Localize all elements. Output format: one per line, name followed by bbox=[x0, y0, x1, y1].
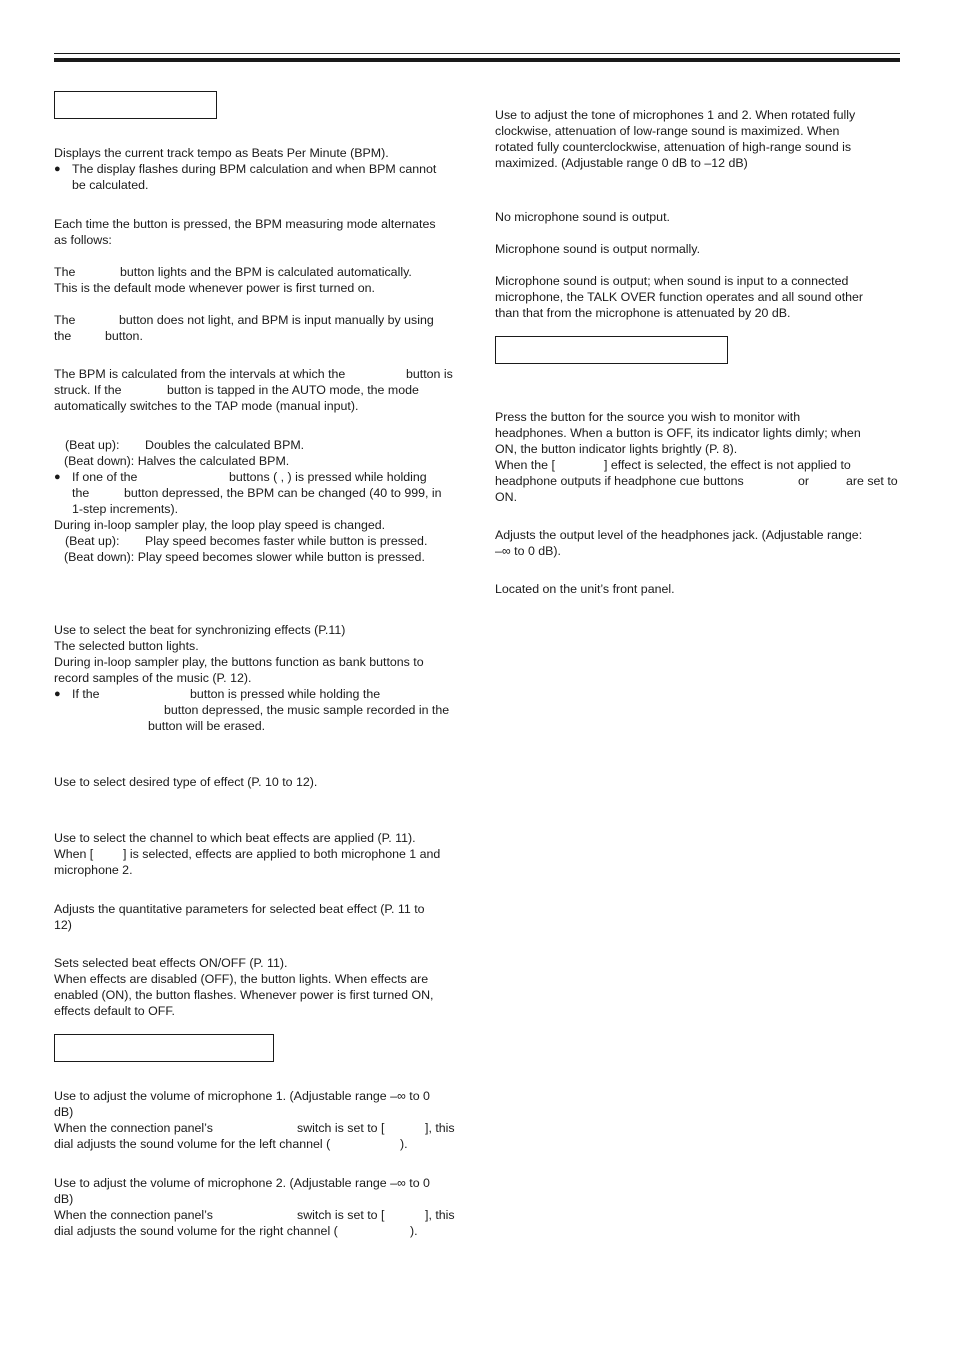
cue-text-5c: are set to bbox=[846, 474, 898, 488]
channel-select-text-2b: ] is selected, effects are applied to both microphone 1 and bbox=[123, 847, 441, 861]
header-rule-thin bbox=[54, 53, 900, 54]
mic1-text-3c: ], this bbox=[425, 1121, 455, 1135]
tap-text-2a: struck. If the bbox=[54, 383, 122, 397]
tap-text-1b: button is bbox=[406, 367, 453, 381]
beat-select-bullet-3: button will be erased. bbox=[148, 719, 266, 733]
effect-onoff-text-4: effects default to OFF. bbox=[54, 1004, 175, 1018]
effect-onoff-text-2: When effects are disabled (OFF), the button lights. When effects are bbox=[54, 972, 429, 986]
mic2-text-4a: dial adjusts the sound volume for the right channel ( bbox=[54, 1224, 338, 1238]
mic2-text-1: Use to adjust the volume of microphone 2. (Adjustable range –∞ to 0 bbox=[54, 1176, 430, 1190]
tap-mode-text-2: button. bbox=[105, 329, 143, 343]
tap-text-3: automatically switches to the TAP mode (manual input). bbox=[54, 399, 359, 413]
beat-select-text-4: record samples of the music (P. 12). bbox=[54, 671, 252, 685]
mic-talkover-text-3: than that from the microphone is attenuated by 20 dB. bbox=[495, 306, 791, 320]
mic2-text-2: dB) bbox=[54, 1192, 74, 1206]
tap-mode-word: The bbox=[54, 313, 76, 327]
mic1-text-4b: ). bbox=[400, 1137, 408, 1151]
effect-onoff-text-1: Sets selected beat effects ON/OFF (P. 11). bbox=[54, 956, 288, 970]
tap-mode-text: button does not light, and BPM is input manually by using bbox=[119, 313, 434, 327]
mic-eq-text-1: Use to adjust the tone of microphones 1 and 2. When rotated fully bbox=[495, 108, 856, 122]
beat-select-text-3: During in-loop sampler play, the buttons function as bank buttons to bbox=[54, 655, 424, 669]
cue-text-1: Press the button for the source you wish to monitor with bbox=[495, 410, 801, 424]
loop-up-label: (Beat up): bbox=[65, 534, 120, 548]
mic-talkover-text-1: Microphone sound is output; when sound is input to a connected bbox=[495, 274, 849, 288]
beat-select-bullet-2: button depressed, the music sample recorded in the bbox=[164, 703, 450, 717]
loop-text: During in-loop sampler play, the loop play speed is changed. bbox=[54, 518, 386, 532]
effect-onoff-text-3: enabled (ON), the button flashes. Whenever power is first turned ON, bbox=[54, 988, 434, 1002]
tap-mode-word-2: the bbox=[54, 329, 72, 343]
section-box-bpm bbox=[54, 91, 217, 119]
mic1-text-3a: When the connection panel’s bbox=[54, 1121, 213, 1135]
section-box-headphones bbox=[495, 336, 728, 364]
tap-bullet-3: 1-step increments). bbox=[72, 502, 179, 516]
channel-select-text-2a: When [ bbox=[54, 847, 94, 861]
beat-select-text-1: Use to select the beat for synchronizing effects (P.11) bbox=[54, 623, 346, 637]
mic-eq-text-4: maximized. (Adjustable range 0 dB to –12 dB) bbox=[495, 156, 748, 170]
effect-select-text: Use to select desired type of effect (P. 10 to 12). bbox=[54, 775, 318, 789]
tap-bullet-2a: the bbox=[72, 486, 90, 500]
bullet-icon: ● bbox=[54, 471, 61, 483]
level-depth-text-1: Adjusts the quantitative parameters for selected beat effect (P. 11 to bbox=[54, 902, 425, 916]
auto-mode-text: button lights and the BPM is calculated automatically. bbox=[120, 265, 412, 279]
cue-text-4b: ] effect is selected, the effect is not applied to bbox=[604, 458, 851, 472]
mic2-text-4b: ). bbox=[410, 1224, 418, 1238]
channel-select-text-3: microphone 2. bbox=[54, 863, 133, 877]
mic1-text-4a: dial adjusts the sound volume for the left channel ( bbox=[54, 1137, 331, 1151]
mic-eq-text-3: rotated fully counterclockwise, attenuation of high-range sound is bbox=[495, 140, 852, 154]
headphones-jack-text: Located on the unit’s front panel. bbox=[495, 582, 675, 596]
tap-bullet-2b: button depressed, the BPM can be changed (40 to 999, in bbox=[124, 486, 442, 500]
bullet-icon: ● bbox=[54, 688, 61, 700]
bpm-display-bullet-cont: be calculated. bbox=[72, 178, 149, 192]
channel-select-text-1: Use to select the channel to which beat effects are applied (P. 11). bbox=[54, 831, 416, 845]
loop-up-text: Play speed becomes faster while button is pressed. bbox=[145, 534, 428, 548]
mic1-text-2: dB) bbox=[54, 1105, 74, 1119]
bpm-mode-text-2: as follows: bbox=[54, 233, 112, 247]
headphones-level-text-2: –∞ to 0 dB). bbox=[495, 544, 562, 558]
bpm-mode-text: Each time the button is pressed, the BPM measuring mode alternates bbox=[54, 217, 436, 231]
headphones-level-text-1: Adjusts the output level of the headphones jack. (Adjustable range: bbox=[495, 528, 863, 542]
bullet-icon: ● bbox=[54, 163, 61, 175]
cue-text-3: ON, the button indicator lights brightly (P. 8). bbox=[495, 442, 738, 456]
header-rule-thick bbox=[54, 58, 900, 62]
beat-up-label: (Beat up): bbox=[65, 438, 120, 452]
loop-down-text: (Beat down): Play speed becomes slower while button is pressed. bbox=[64, 550, 425, 564]
cue-text-6: ON. bbox=[495, 490, 518, 504]
cue-text-2: headphones. When a button is OFF, its indicator lights dimly; when bbox=[495, 426, 861, 440]
beat-select-text-2: The selected button lights. bbox=[54, 639, 199, 653]
mic2-text-3a: When the connection panel’s bbox=[54, 1208, 213, 1222]
mic1-text-1: Use to adjust the volume of microphone 1. (Adjustable range –∞ to 0 bbox=[54, 1089, 430, 1103]
tap-bullet-1b: buttons ( , ) is pressed while holding bbox=[229, 470, 427, 484]
auto-mode-word: The bbox=[54, 265, 76, 279]
beat-select-bullet-1a: If the bbox=[72, 687, 100, 701]
mic-talkover-text-2: microphone, the TALK OVER function operates and all sound other bbox=[495, 290, 864, 304]
section-box-mic bbox=[54, 1034, 274, 1062]
auto-mode-text-2: This is the default mode whenever power is first turned on. bbox=[54, 281, 375, 295]
tap-bullet-1a: If one of the bbox=[72, 470, 138, 484]
mic-on-text: Microphone sound is output normally. bbox=[495, 242, 701, 256]
beat-down-text: (Beat down): Halves the calculated BPM. bbox=[64, 454, 290, 468]
cue-text-5b: or bbox=[798, 474, 810, 488]
mic-eq-text-2: clockwise, attenuation of low-range sound is maximized. When bbox=[495, 124, 840, 138]
cue-text-5a: headphone outputs if headphone cue buttons bbox=[495, 474, 744, 488]
mic-off-text: No microphone sound is output. bbox=[495, 210, 670, 224]
mic2-text-3c: ], this bbox=[425, 1208, 455, 1222]
beat-up-text: Doubles the calculated BPM. bbox=[145, 438, 305, 452]
tap-text-2b: button is tapped in the AUTO mode, the mode bbox=[167, 383, 419, 397]
beat-select-bullet-1b: button is pressed while holding the bbox=[190, 687, 381, 701]
cue-text-4a: When the [ bbox=[495, 458, 555, 472]
bpm-display-text: Displays the current track tempo as Beats Per Minute (BPM). bbox=[54, 146, 389, 160]
level-depth-text-2: 12) bbox=[54, 918, 72, 932]
mic2-text-3b: switch is set to [ bbox=[297, 1208, 385, 1222]
mic1-text-3b: switch is set to [ bbox=[297, 1121, 385, 1135]
bpm-display-bullet: The display flashes during BPM calculation and when BPM cannot bbox=[72, 162, 437, 176]
tap-text-1a: The BPM is calculated from the intervals at which the bbox=[54, 367, 346, 381]
